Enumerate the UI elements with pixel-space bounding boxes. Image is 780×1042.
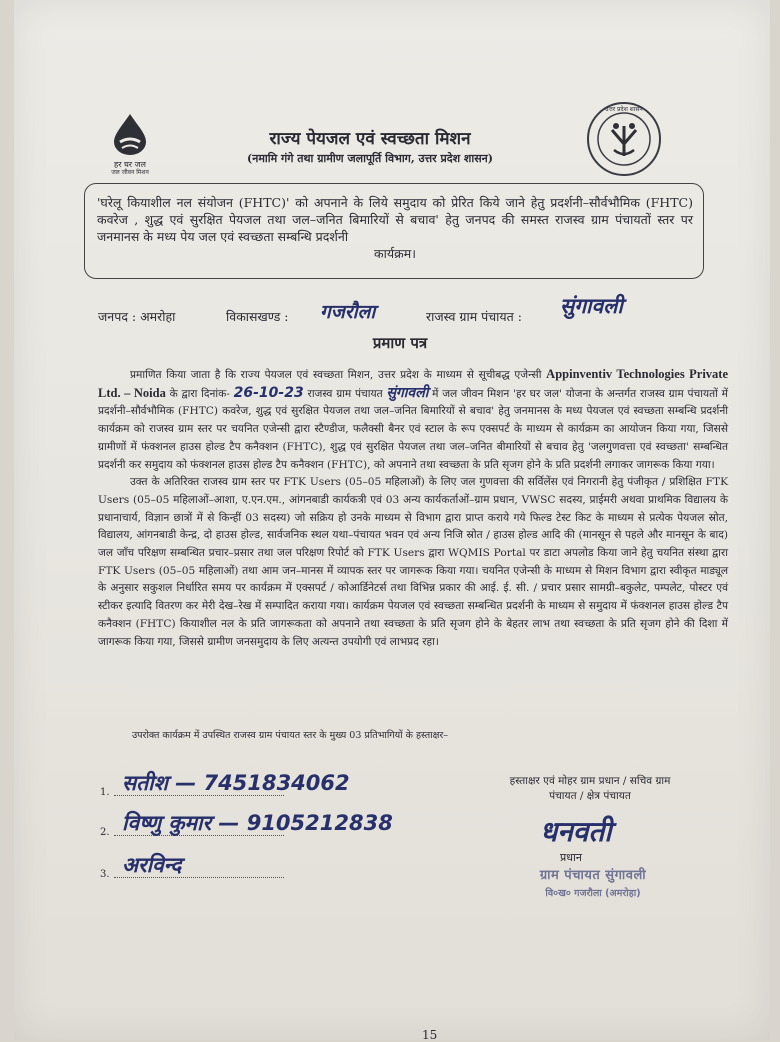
signatories-caption: उपरोक्त कार्यक्रम में उपस्थित राजस्व ग्राम पंचायत स्तर के मुख्य 03 प्रतिभागियों के हस्ताक्षर– [131, 730, 449, 741]
water-drop-icon [108, 112, 152, 156]
certificate-title: प्रमाण पत्र [372, 334, 428, 352]
signatory-signature: विष्णु कुमार — 9105212838 [122, 811, 393, 835]
signatory-3 [100, 855, 500, 889]
event-date: 26-10-23 [233, 384, 304, 401]
village-name: सुंगावली [386, 384, 429, 401]
p1-village-label: राजस्व ग्राम पंचायत [307, 387, 383, 400]
signatory-number: 1. [100, 787, 110, 798]
banner-text: 'घरेलू कियाशील नल संयोजन (FHTC)' को अपनाने के लिये समुदाय को प्रेरित किये जाने हेतु प्रदर्शनी–सौर्वभौमिक (FHTC) कवरेज , शुद्ध एवं सुरक्षित पेयजल तथा जल–जनित बिमारियों से बचाव' हेतु जनपद की समस्त राजस्व ग्राम पंचायतों स्तर पर जनमानस के मध्य पेय जल एवं स्वच्छता सम्बन्धि प्रदर्शनी [97, 195, 693, 244]
signatory-signature: सतीश — 7451834062 [122, 771, 350, 795]
p1-date-label: के द्वारा दिनांक- [169, 387, 230, 400]
p1-details: में जल जीवन मिशन 'हर घर जल' योजना के अन्तर्गत राजस्व ग्राम पंचायतों में प्रदर्शनी–सौर्वभौमिक (FHTC) कवरेज, शुद्ध एवं सुरक्षित पेयजल तथा जल–जनित बिमारियों से बचाव' हेतु जनमानस के मध्य पेयजल एवं स्वच्छता सम्बन्धि प्रदर्शनी कार्यक्रम को राजस्व ग्राम स्तर पर चयनित एजेन्सी द्वारा स्टैण्डीज, फलैक्सी बैनर एवं स्टाल के रूप एक्सपर्ट के माध्यम से कार्यक्रम का आयोजन किया गया, जिससे ग्रामीणों में फंक्शनल हाउस होल्ड टैप कनैक्शन (FHTC), शुद्ध एवं सुरक्षित पेयजल तथा जल–जनित बीमारियों से बचाव हेतु 'जलगुणवत्ता एवं स्वच्छता' सम्बन्धित प्रदर्शनी कर समुदाय को फंक्शनल हाउस होल्ड टैप कनैक्शन (FHTC), को अपनाने तथा स्वच्छता के प्रति सृजग होने के प्रति प्रदर्शनी लगाकर जागरूक किया गया। [98, 387, 728, 471]
certificate-body [98, 366, 728, 651]
paragraph-2: उक्त के अतिरिक्त राजस्व ग्राम स्तर पर FTK Users (05–05 महिलाओं) के लिए जल गुणवत्ता की सर्विलेंस एवं निगरानी हेतु पंजीकृत / प्रशिक्षित FTK Users (05–05 महिलाओं–आशा, ए.एन.एम., आंगनबाडी कार्यकत्री एवं 03 अन्य कार्यकर्ताओं–ग्राम प्रधान, VWSC सदस्य, प्राईमरी अथवा प्राथमिक विद्यालय के प्रधानाचार्य, विज्ञान छात्रों में से किन्हीं 03 सदस्य) जो सक्रिय हो उनके माध्यम से विभाग द्वारा प्राप्त कराये गये फिल्ड टेस्ट किट के माध्यम से प्रत्येक पेयजल स्रोत, विद्यालय, आंगनबाडी केन्द्र, दो हाउस होल्ड, सार्वजनिक स्थल यथा–पंचायत भवन एवं अन्य निजि स्रोत / हाउस होल्ड आदि की (मानसून से पहले और मानसून के बाद) जल जाँच परिक्षण सम्बन्धित प्रचार–प्रसार तथा जल परिक्षण रिपोर्ट को FTK Users द्वारा WQMIS Portal पर डाटा अपलोड किया जाने हेतु चयनित संस्था द्वारा FTK Users (05–05 महिलाओं) तथा आम जन–मानस में व्यापक स्तर पर जागरूक किया गया। चयनित एजेन्सी के माध्यम से मिशन विभाग द्वारा स्वीकृत माड्यूल के अनुसार सकुशल निर्धारित समय पर कार्यक्रम में एक्सपर्ट / कोआर्डिनेटर्स तथा विभिन्न प्रकार की आई. ई. सी. / प्रचार प्रसार सामग्री–बकुलेट, पम्पलेट, पोस्टर एवं स्टीकर इत्यादि वितरण कर मेरी देख–रेख में सम्पादित कराया गया। कार्यक्रम पेयजल एवं स्वच्छता सम्बन्धित प्रदर्शनी के माध्यम से समुदाय में फंक्शनल हाउस होल्ड टैप कनैक्शन (FHTC) कियाशील नल के प्रति जागरूकता को अपनाने तथा स्वच्छता के प्रति सृजग होने के बेहतर लाभ तथा स्वच्छता के प्रति सृजग होने की दिशा में जागरूक किया गया, जिससे ग्रामीण जनसमुदाय के लिए अत्यन्त उपयोगी एवं लाभप्रद रहा। [98, 476, 728, 648]
stamp-line-2: वि०ख० गजरौला (अमरोहा) [545, 888, 641, 899]
stamp-line-1: ग्राम पंचायत सुंगावली [539, 868, 647, 883]
district-label: जनपद : अमरोहा [98, 309, 176, 324]
mission-title: राज्य पेयजल एवं स्वच्छता मिशन [269, 129, 471, 149]
authority-label: हस्ताक्षर एवं मोहर ग्राम प्रधान / सचिव ग्राम पंचायत / क्षेत्र पंचायत [509, 775, 671, 802]
up-government-emblem [585, 100, 663, 178]
page-number: 15 [422, 1028, 438, 1042]
jal-jeevan-mission-logo [100, 112, 160, 182]
signatory-number: 3. [100, 869, 110, 880]
program-banner [84, 183, 704, 279]
block-value: गजरौला [320, 301, 376, 323]
agency-name: Appinventiv Technologies Private Ltd. – Noida [98, 367, 728, 400]
logo-subcaption: जल जीवन मिशन [111, 169, 149, 176]
pradhan-designation: प्रधान [560, 851, 582, 864]
panchayat-value: सुंगावली [560, 294, 623, 318]
signatory-signature: अरविन्द [122, 853, 182, 877]
signatory-1 [100, 773, 500, 807]
panchayat-stamp [498, 865, 688, 899]
pradhan-signature: धनवती [540, 815, 612, 848]
panchayat-label: राजस्व ग्राम पंचायत : [426, 309, 522, 324]
location-fields [98, 294, 718, 326]
emblem-ring-text: उत्तर प्रदेश शासन [605, 106, 643, 113]
p1-intro: प्रमाणित किया जाता है कि राज्य पेयजल एवं स्वच्छता मिशन, उत्तर प्रदेश के माध्यम से सूचीबद्ध एजेन्सी [130, 369, 542, 381]
mission-subtitle: (नमामि गंगे तथा ग्रामीण जलापूर्ति विभाग, उत्तर प्रदेश शासन) [247, 152, 493, 165]
signatory-number: 2. [100, 827, 110, 838]
banner-last-line: कार्यक्रम। [374, 246, 416, 261]
logo-caption: हर घर जल [114, 160, 146, 169]
paragraph-1 [98, 366, 728, 474]
signatory-2 [100, 813, 500, 847]
block-label: विकासखण्ड : [226, 309, 289, 324]
